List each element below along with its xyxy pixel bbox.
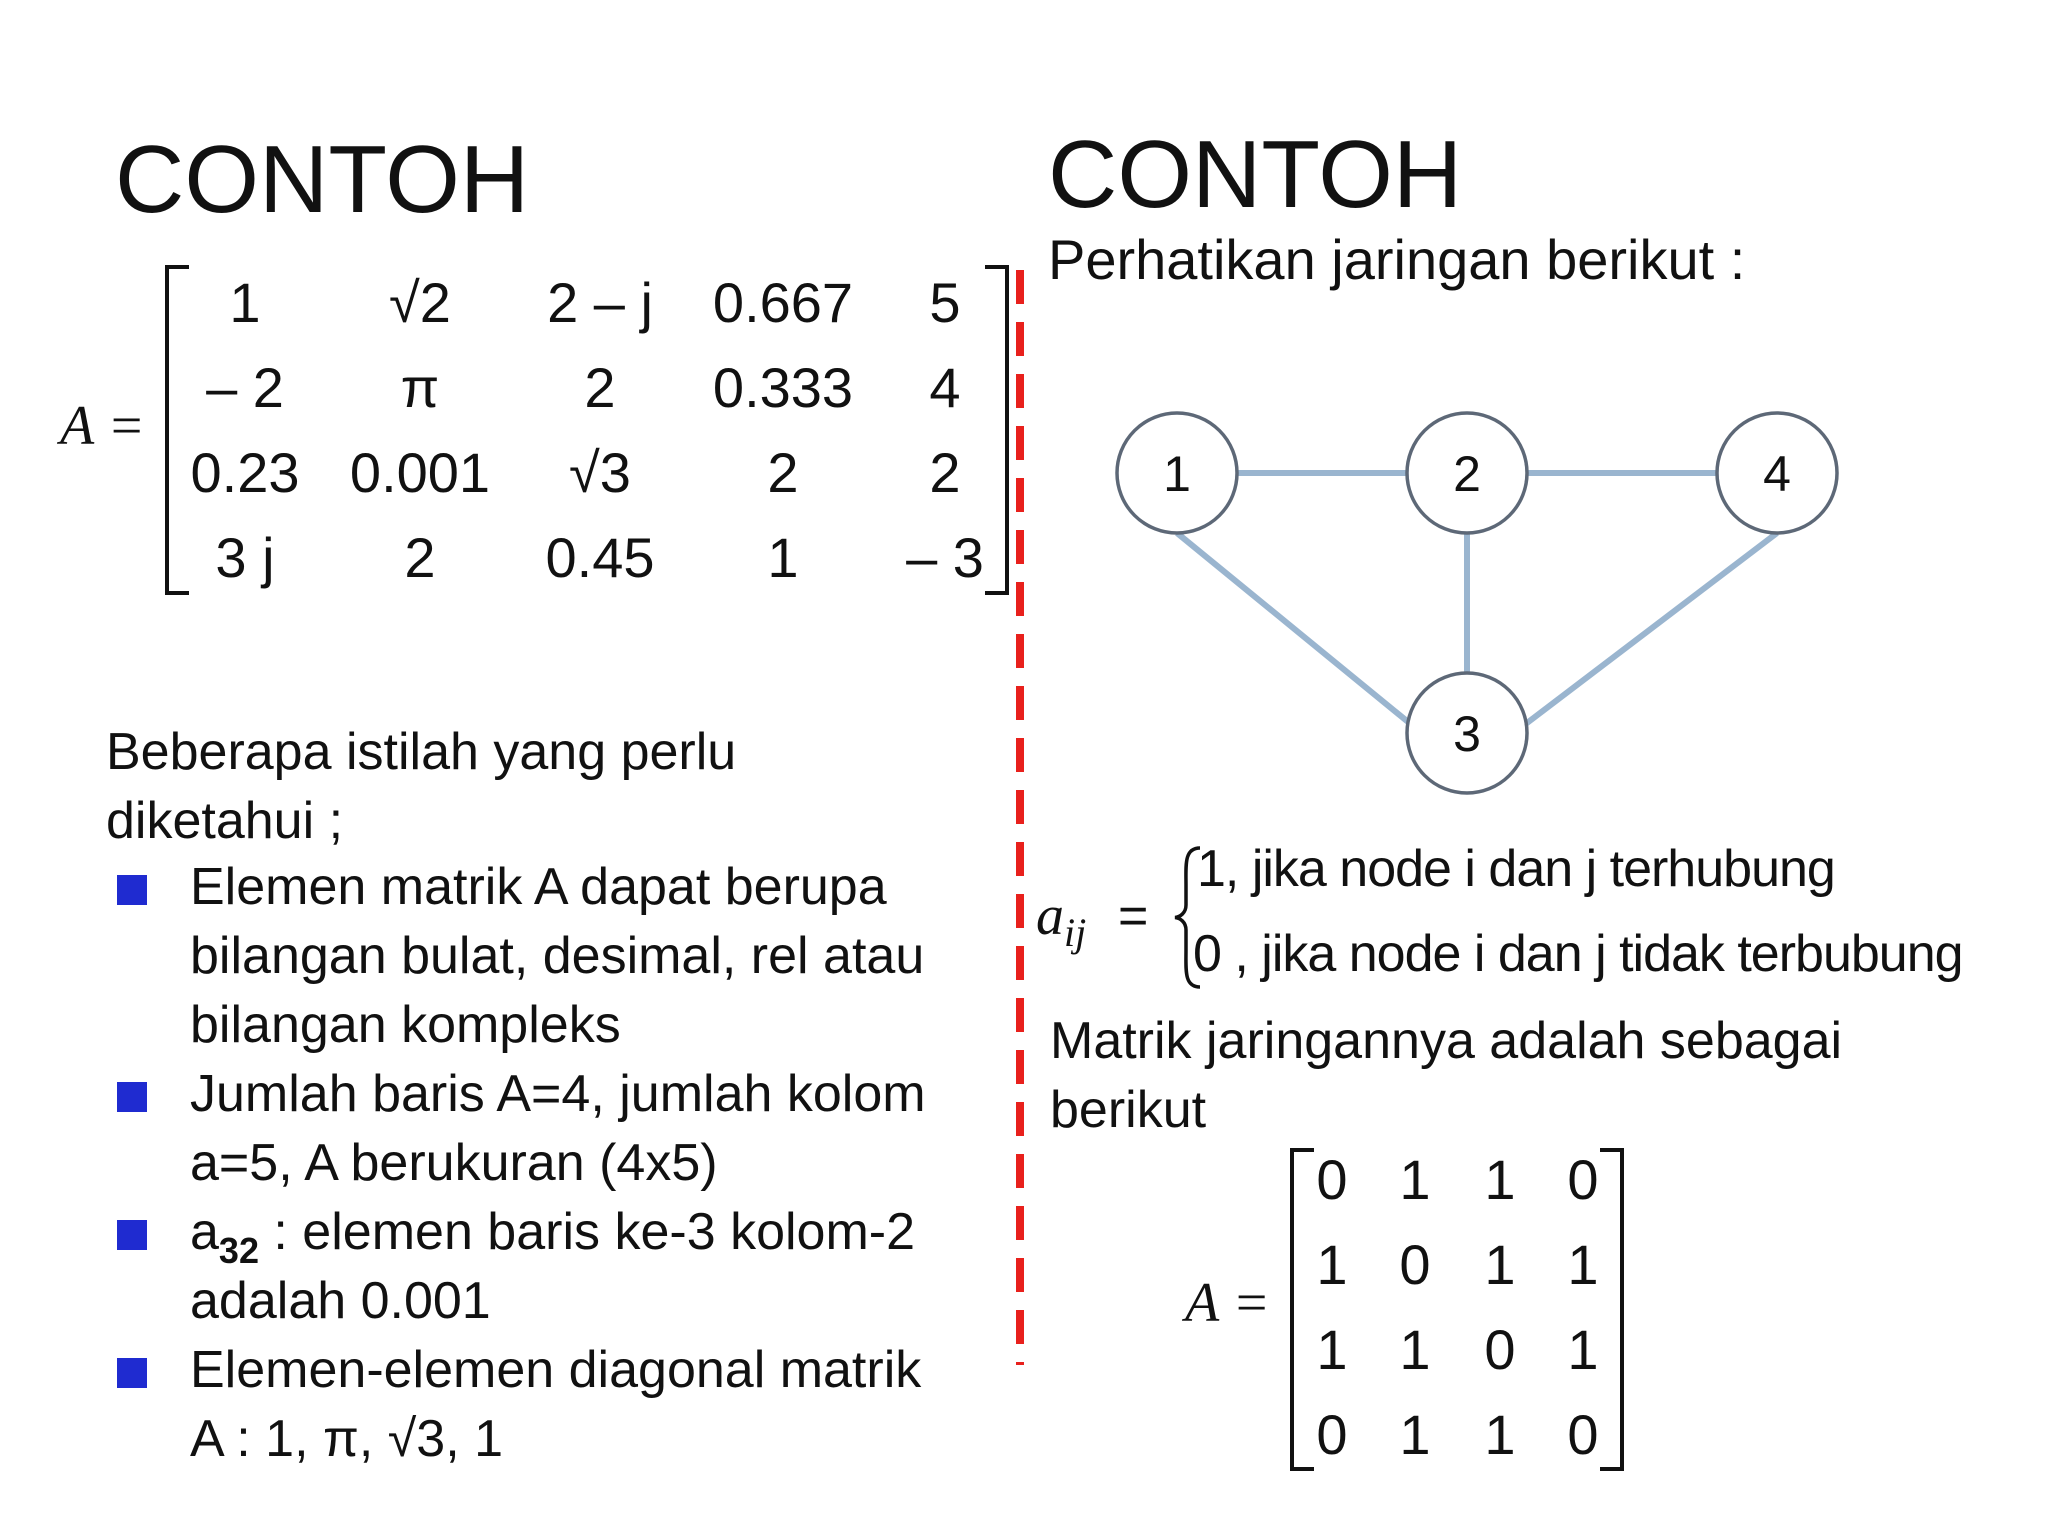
left-title: CONTOH xyxy=(115,126,530,233)
bullet-line: A : 1, π, √3, 1 xyxy=(190,1410,504,1468)
bullet-text: : elemen baris ke-3 kolom-2 xyxy=(258,1203,916,1261)
right-matrix-cell: 1 xyxy=(1484,1403,1516,1466)
left-matrix-cell: 5 xyxy=(929,271,961,334)
bullet-line: adalah 0.001 xyxy=(190,1272,491,1330)
node-label: 4 xyxy=(1763,446,1791,502)
node-label: 1 xyxy=(1163,446,1191,502)
definition-var: a xyxy=(1036,885,1064,947)
left-matrix-cell: 2 – j xyxy=(547,271,653,334)
right-matrix-cell: 0 xyxy=(1484,1318,1516,1381)
matrix-intro xyxy=(1050,1007,1842,1145)
matrix-intro-line: Matrik jaringannya adalah sebagai xyxy=(1050,1012,1843,1070)
definition-case-2: 0 , jika node i dan j tidak terbubung xyxy=(1193,925,1963,983)
node-label: 2 xyxy=(1453,446,1481,502)
right-matrix-bracket-left xyxy=(1290,1148,1314,1471)
left-matrix-cell: 1 xyxy=(229,271,261,334)
right-matrix-cell: 0 xyxy=(1316,1148,1348,1211)
right-matrix-cell: 1 xyxy=(1399,1403,1431,1466)
graph-node-2 xyxy=(1407,413,1527,533)
right-matrix-cell: 1 xyxy=(1399,1148,1431,1211)
bullet-line: Jumlah baris A=4, jumlah kolom xyxy=(190,1065,926,1123)
right-subtitle: Perhatikan jaringan berikut : xyxy=(1048,228,1746,291)
right-matrix-cell: 1 xyxy=(1316,1233,1348,1296)
left-matrix-cell: 1 xyxy=(767,526,799,589)
bullet-line: bilangan bulat, desimal, rel atau xyxy=(190,927,925,985)
right-matrix-cell: 0 xyxy=(1567,1148,1599,1211)
left-matrix-cell: 2 xyxy=(404,526,436,589)
bullet-line: bilangan kompleks xyxy=(190,996,621,1054)
graph-node-4 xyxy=(1717,413,1837,533)
left-matrix-cell: 0.23 xyxy=(190,441,300,504)
graph-node-1 xyxy=(1117,413,1237,533)
matrix-intro-line: berikut xyxy=(1050,1081,1207,1139)
left-matrix-cell: π xyxy=(400,356,440,419)
left-matrix-cell: 0.001 xyxy=(349,441,491,504)
edge-4-3 xyxy=(1523,533,1777,726)
left-matrix-cell: 0.45 xyxy=(545,526,655,589)
left-matrix-cell: – 3 xyxy=(906,526,984,589)
right-matrix-cell: 1 xyxy=(1484,1148,1516,1211)
graph-node-3 xyxy=(1407,673,1527,793)
definition-case-1: 1, jika node i dan j terhubung xyxy=(1197,840,1835,898)
bullet-line: Elemen-elemen diagonal matrik xyxy=(190,1341,922,1399)
left-matrix-cell: √3 xyxy=(569,441,631,504)
right-matrix-cell: 1 xyxy=(1567,1318,1599,1381)
right-matrix-cell: 0 xyxy=(1399,1233,1431,1296)
bullet-line: a=5, A berukuran (4x5) xyxy=(190,1134,718,1192)
bullet-line: Elemen matrik A dapat berupa xyxy=(190,858,887,916)
left-matrix-cell: √2 xyxy=(389,271,451,334)
definition-equals: = xyxy=(1118,887,1149,945)
definition-lhs xyxy=(1036,885,1087,955)
left-matrix-cell: – 2 xyxy=(206,356,284,419)
right-matrix-cell: 1 xyxy=(1567,1233,1599,1296)
subscript: 32 xyxy=(218,1230,259,1271)
right-matrix-cell: 1 xyxy=(1316,1318,1348,1381)
right-matrix-label: A = xyxy=(1185,1272,1270,1334)
left-matrix-cell: 2 xyxy=(929,441,961,504)
left-matrix-cell: 4 xyxy=(929,356,961,419)
subscript-var: a xyxy=(190,1203,219,1261)
right-matrix-cell: 1 xyxy=(1399,1318,1431,1381)
intro-line: diketahui ; xyxy=(106,792,344,850)
right-matrix-bracket-right xyxy=(1600,1148,1624,1471)
right-matrix-cell: 1 xyxy=(1484,1233,1516,1296)
left-matrix-cell: 2 xyxy=(767,441,799,504)
left-matrix-cell: 2 xyxy=(584,356,616,419)
right-matrix-cell: 0 xyxy=(1567,1403,1599,1466)
right-matrix-cell: 0 xyxy=(1316,1403,1348,1466)
intro-line: Beberapa istilah yang perlu xyxy=(106,723,737,781)
left-matrix-cell: 3 j xyxy=(215,526,275,589)
left-matrix-cell: 0.667 xyxy=(712,271,854,334)
edge-1-3 xyxy=(1177,533,1413,726)
right-title: CONTOH xyxy=(1048,121,1463,228)
definition-sub: ij xyxy=(1064,910,1087,955)
left-matrix-cell: 0.333 xyxy=(712,356,854,419)
node-label: 3 xyxy=(1453,706,1481,762)
left-matrix-label: A = xyxy=(60,395,145,457)
